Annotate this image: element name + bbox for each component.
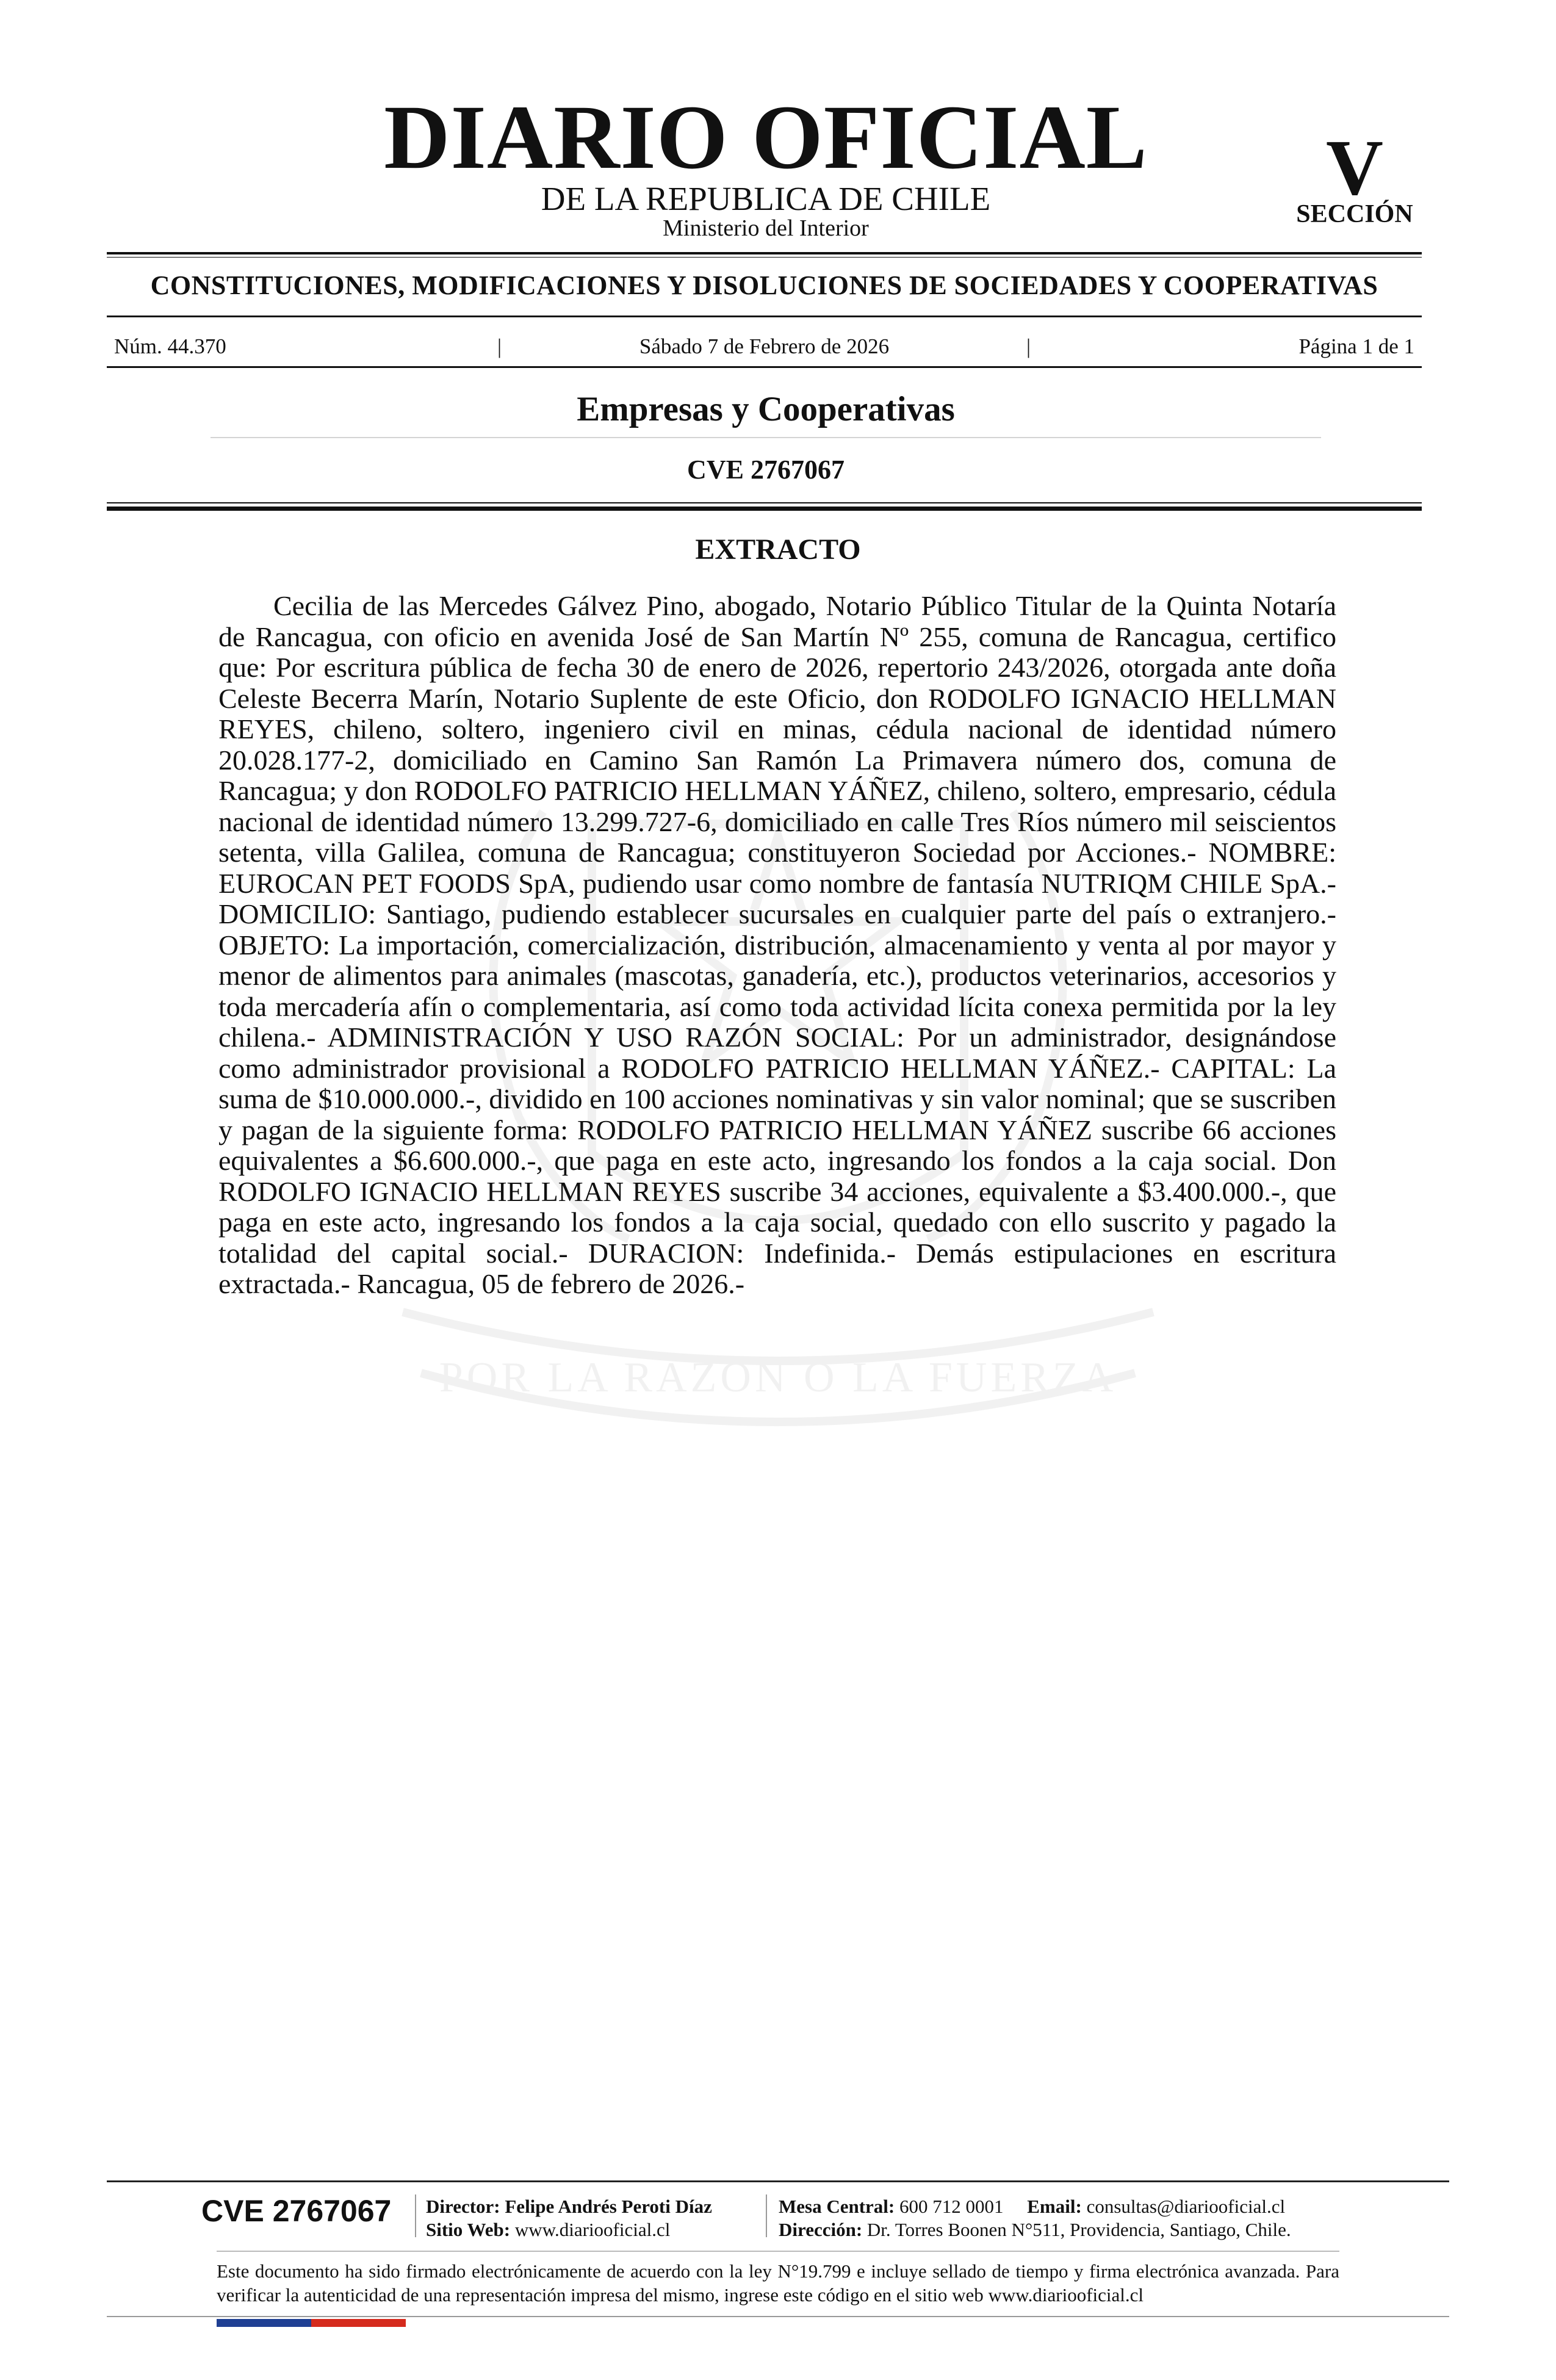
page-indicator: Página 1 de 1 (1298, 334, 1414, 358)
ministry-label: Ministerio del Interior (663, 215, 869, 241)
footer-contact (779, 2197, 1285, 2216)
director-label: Director: (426, 2196, 500, 2217)
phone-value: 600 712 0001 (899, 2196, 1004, 2217)
address-value: Dr. Torres Boonen N°511, Providencia, Santiago, Chile. (866, 2219, 1291, 2240)
issue-separator: | (1026, 334, 1031, 358)
address-label: Dirección: (779, 2219, 863, 2240)
section-label: SECCIÓN (1296, 200, 1413, 228)
footer-cve: CVE 2767067 (201, 2194, 392, 2228)
header-rule-top-thin (107, 257, 1422, 258)
website-link[interactable]: www.diariooficial.cl (514, 2219, 671, 2240)
cve-rule-thin (107, 502, 1422, 503)
issue-date: Sábado 7 de Febrero de 2026 (639, 334, 890, 358)
email-label: Email: (1027, 2196, 1082, 2217)
issue-number: Núm. 44.370 (114, 334, 226, 358)
footer-legal-note: Este documento ha sido firmado electrónicamente de acuerdo con la ley N°19.799 e incluye sellado de tiempo y firma electrónica avanzada. Para verificar la autenticidad de una representación impresa del mismo, ingrese este código en el sitio web www.diariooficial.cl (217, 2260, 1339, 2306)
footer-director (426, 2197, 712, 2216)
footer-bottom-rule (107, 2316, 1449, 2317)
footer-rule (107, 2180, 1449, 2182)
category-title: CONSTITUCIONES, MODIFICACIONES Y DISOLUCIONES DE SOCIEDADES Y COOPERATIVAS (150, 270, 1378, 300)
cve-rule-thick (107, 507, 1422, 511)
category-rule (107, 316, 1422, 317)
subsection-title: Empresas y Cooperativas (577, 390, 955, 428)
document-cve: CVE 2767067 (687, 455, 845, 485)
footer-address (779, 2220, 1291, 2239)
extract-heading: EXTRACTO (695, 533, 861, 566)
subsection-rule (211, 437, 1321, 438)
footer-divider (766, 2194, 767, 2237)
phone-label: Mesa Central: (779, 2196, 895, 2217)
director-name: Felipe Andrés Peroti Díaz (505, 2196, 712, 2217)
watermark-motto: POR LA RAZON O LA FUERZA (439, 1354, 1117, 1401)
masthead-subtitle: DE LA REPUBLICA DE CHILE (541, 180, 991, 217)
masthead-title: DIARIO OFICIAL (384, 87, 1148, 188)
flag-stripe-red (311, 2319, 406, 2327)
footer-divider (415, 2194, 416, 2237)
issue-separator: | (497, 334, 502, 358)
header-rule-top (107, 252, 1422, 254)
footer-mid-rule (217, 2251, 1339, 2252)
extract-body: Cecilia de las Mercedes Gálvez Pino, abogado, Notario Público Titular de la Quinta Notaría de Rancagua, con oficio en avenida José de San Martín Nº 255, comuna de Rancagua, certifico que: Por escritura pública de fecha 30 de enero de 2026, repertorio 243/2026, otorgada ante doña Celeste Becerra Marín, Notario Suplente de este Oficio, don RODOLFO IGNACIO HELLMAN REYES, chileno, soltero, ingeniero civil en minas, cédula nacional de identidad número 20.028.177-2, domiciliado en Camino San Ramón La Primavera número dos, comuna de Rancagua; y don RODOLFO PATRICIO HELLMAN YÁÑEZ, chileno, soltero, empresario, cédula nacional de identidad número 13.299.727-6, domiciliado en calle Tres Ríos número mil seiscientos setenta, villa Galilea, comuna de Rancagua; constituyeron Sociedad por Acciones.- NOMBRE: EUROCAN PET FOODS SpA, pudiendo usar como nombre de fantasía NUTRIQM CHILE SpA.- DOMICILIO: Santiago, pudiendo establecer sucursales en cualquier parte del país o extranjero.- OBJETO: La importación, comercialización, distribución, almacenamiento y venta al por mayor y menor de alimentos para animales (mascotas, ganadería, etc.), productos veterinarios, accesorios y toda mercadería afín o complementaria, así como toda actividad lícita conexa permitida por la ley chilena.- ADMINISTRACIÓN Y USO RAZÓN SOCIAL: Por un administrador, designándose como administrador provisional a RODOLFO PATRICIO HELLMAN YÁÑEZ.- CAPITAL: La suma de $10.000.000.-, dividido en 100 acciones nominativas y sin valor nominal; que se suscriben y pagan de la siguiente forma: RODOLFO PATRICIO HELLMAN YÁÑEZ suscribe 66 acciones equivalentes a $6.600.000.-, que paga en este acto, ingresando los fondos a la caja social. Don RODOLFO IGNACIO HELLMAN REYES suscribe 34 acciones, equivalente a $3.400.000.-, que paga en este acto, ingresando los fondos a la caja social, quedado con ello suscrito y pagado la totalidad del capital social.- DURACION: Indefinida.- Demás estipulaciones en escritura extractada.- Rancagua, 05 de febrero de 2026.- (218, 590, 1337, 1299)
section-letter: V (1326, 124, 1383, 212)
email-link[interactable]: consultas@diariooficial.cl (1086, 2196, 1286, 2217)
website-label: Sitio Web: (426, 2219, 511, 2240)
footer-website (426, 2220, 670, 2239)
info-rule (107, 366, 1422, 368)
flag-stripe-blue (217, 2319, 311, 2327)
issue-info-row (107, 334, 1422, 359)
